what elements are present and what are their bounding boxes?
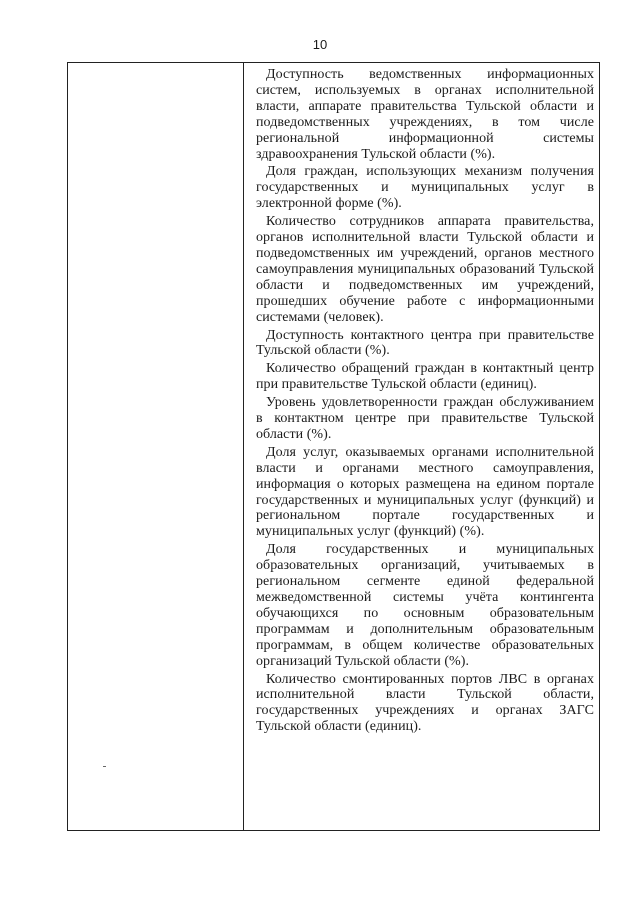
indicator-item: Количество смонтированных портов ЛВС в органах исполнительной власти Тульской области, государственных учреждениях и органах ЗАГС Тульской области (единиц). [256,671,594,735]
indicator-item: Доступность ведомственных информационных систем, используемых в органах исполнительной власти, аппарате правительства Тульской области и подведомственных учреждениях, в том числе региональной информационной системы здравоохранения Тульской области (%). [256,67,594,162]
scan-mark [103,766,106,767]
indicator-item: Уровень удовлетворенности граждан обслуживанием в контактном центре при правительстве Тульской области (%). [256,395,594,442]
indicators-table [67,62,600,831]
table-right-cell [244,63,599,830]
page-number: 10 [312,37,328,52]
indicator-item: Доля граждан, использующих механизм получения государственных и муниципальных услуг в электронной форме (%). [256,164,594,212]
table-left-cell [68,63,244,830]
indicator-item: Количество обращений граждан в контактный центр при правительстве Тульской области (единиц). [256,361,594,393]
indicator-item: Количество сотрудников аппарата правительства, органов исполнительной власти Тульской области и подведомственных им учреждений, органов местного самоуправления муниципальных образований Тульской области и подведомственных им учреждений, прошедших обучение работе с информационными системами (человек). [256,214,594,325]
indicator-item: Доля услуг, оказываемых органами исполнительной власти и органами местного самоуправления, информация о которых размещена на едином портале государственных и муниципальных услуг (функций) и региональном портале государственных и муниципальных услуг (функций) (%). [256,444,594,540]
indicator-item: Доля государственных и муниципальных образовательных организаций, учитываемых в региональном сегменте единой федеральной межведомственной системы учёта контингента обучающихся по основным образовательным программам и дополнительным образовательным программам, в общем количестве образовательных организаций Тульской области (%). [256,542,594,669]
indicator-item: Доступность контактного центра при правительстве Тульской области (%). [256,327,594,359]
